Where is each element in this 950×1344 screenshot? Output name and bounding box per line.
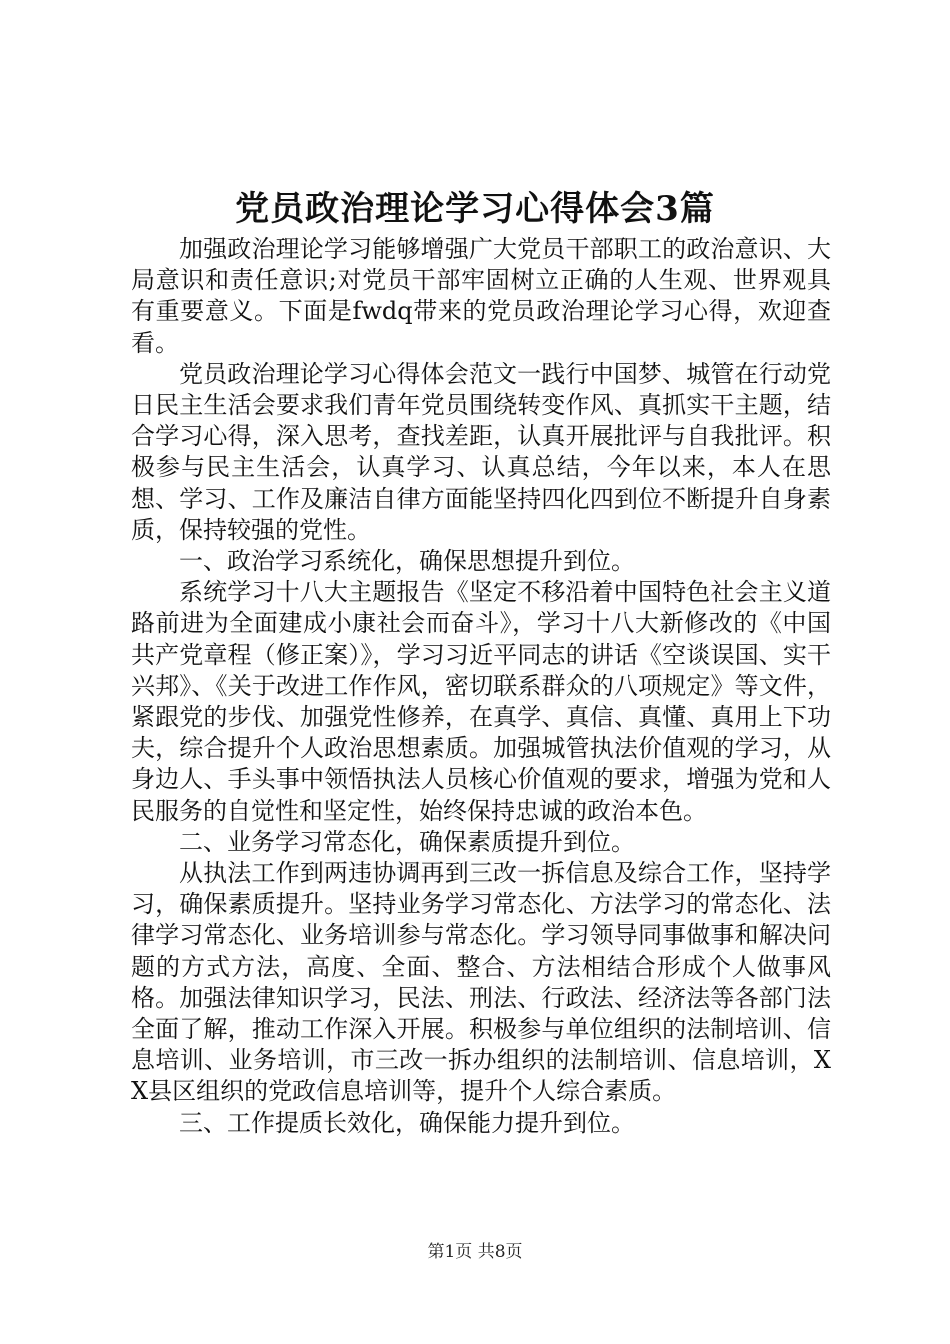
section-heading-work-quality: 三、工作提质长效化，确保能力提升到位。 (179, 1108, 635, 1137)
document-title: 党员政治理论学习心得体会3篇 (235, 189, 715, 229)
section-heading-political-study: 一、政治学习系统化，确保思想提升到位。 (179, 547, 635, 576)
page-number-footer: 第1页 共8页 (427, 1242, 523, 1262)
paragraph-essay-one: 党员政治理论学习心得体会范文一践行中国梦、城管在行动党日民主生活会要求我们青年党员围绕转变作风、真抓实干主题，结合学习心得，深入思考，查找差距，认真开展批评与自我批评。积极参与民主生活会，认真学习、认真总结，今年以来，本人在思想、学习、工作及廉洁自律方面能坚持四化四到位不断提升自身素质，保持较强的党性。 (131, 359, 831, 544)
paragraph-business-study: 从执法工作到两违协调再到三改一拆信息及综合工作，坚持学习，确保素质提升。坚持业务学习常态化、方法学习的常态化、法律学习常态化、业务培训参与常态化。学习领导同事做事和解决问题的方式方法，高度、全面、整合、方法相结合形成个人做事风格。加强法律知识学习，民法、刑法、行政法、经济法等各部门法全面了解，推动工作深入开展。积极参与单位组织的法制培训、信息培训、业务培训，市三改一拆办组织的法制培训、信息培训，XX县区组织的党政信息培训等，提升个人综合素质。 (131, 859, 831, 1106)
paragraph-intro: 加强政治理论学习能够增强广大党员干部职工的政治意识、大局意识和责任意识;对党员干部牢固树立正确的人生观、世界观具有重要意义。下面是fwdq带来的党员政治理论学习心得，欢迎查看。 (131, 235, 831, 357)
paragraph-political-study: 系统学习十八大主题报告《坚定不移沿着中国特色社会主义道路前进为全面建成小康社会而奋斗》，学习十八大新修改的《中国共产党章程（修正案）》，学习习近平同志的讲话《空谈误国、实干兴邦》、《关于改进工作作风，密切联系群众的八项规定》等文件，紧跟党的步伐、加强党性修养，在真学、真信、真懂、真用上下功夫，综合提升个人政治思想素质。加强城管执法价值观的学习，从身边人、手头事中领悟执法人员核心价值观的要求，增强为党和人民服务的自觉性和坚定性，始终保持忠诚的政治本色。 (131, 578, 831, 825)
section-heading-business-study: 二、业务学习常态化，确保素质提升到位。 (179, 827, 635, 856)
document-body (131, 234, 831, 1139)
